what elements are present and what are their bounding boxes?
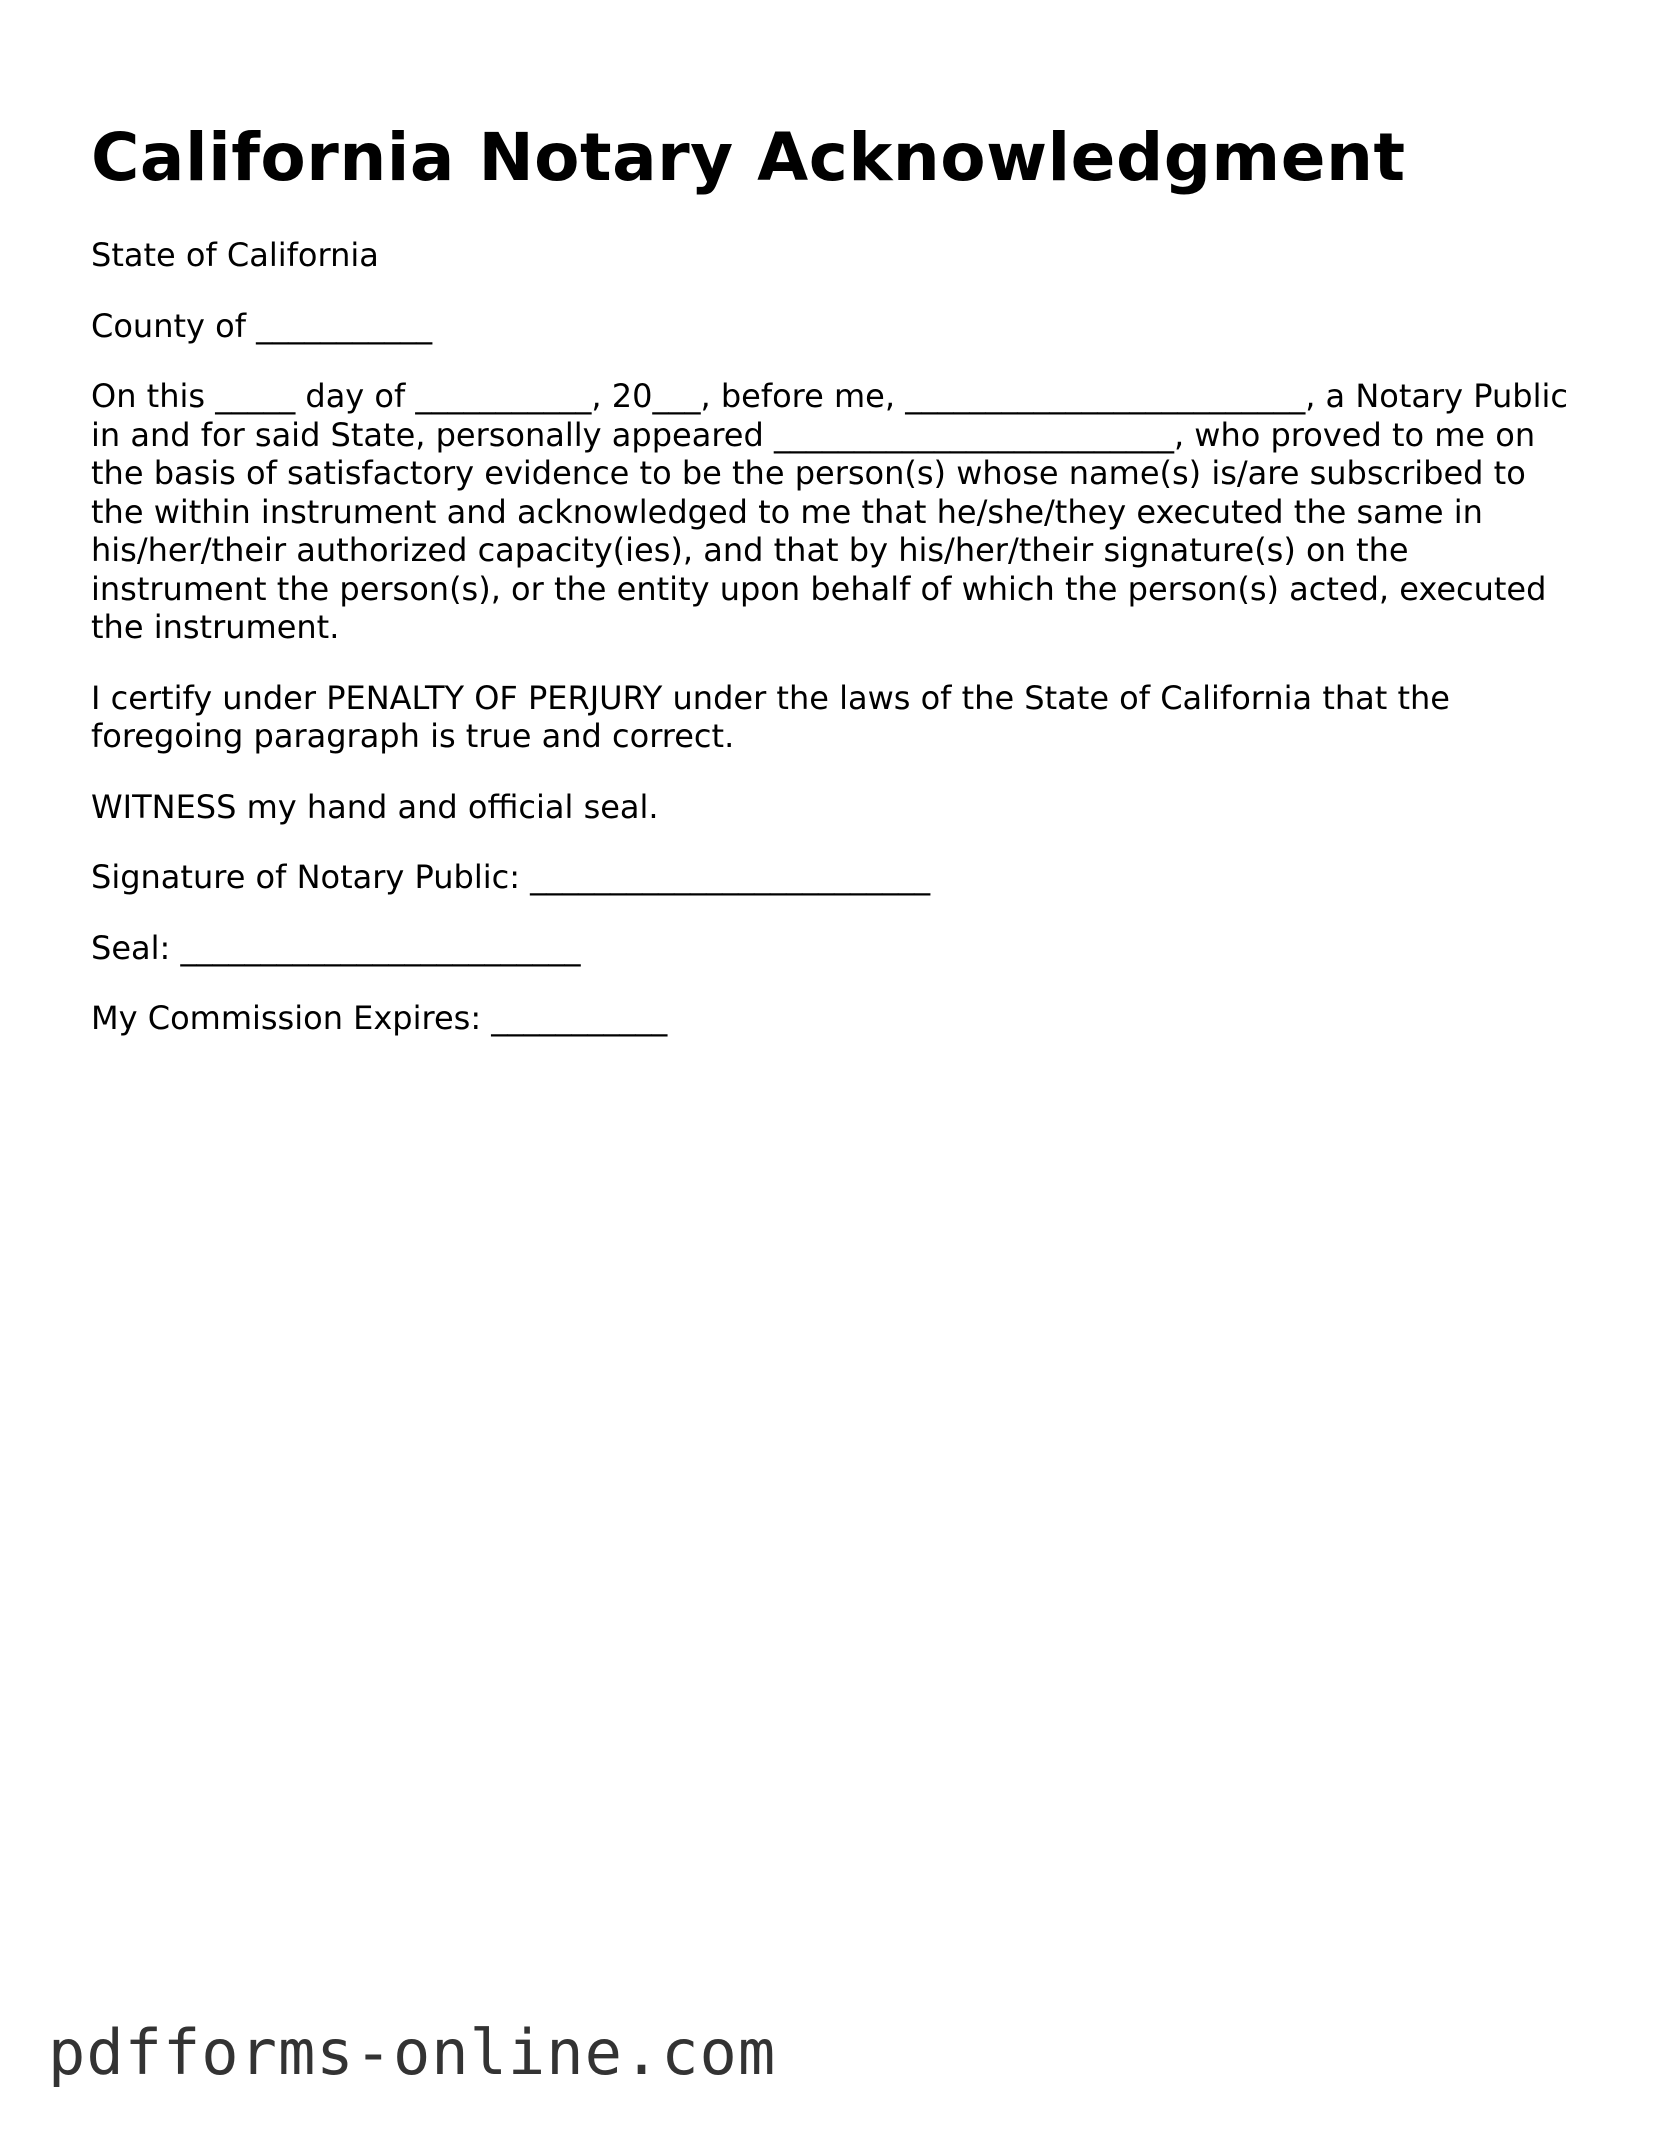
document-body [91, 118, 1579, 1038]
notary-signature-line: Signature of Notary Public: _________________________ [91, 858, 931, 896]
commission-expires-line: My Commission Expires: ___________ [91, 999, 668, 1037]
footer-watermark: pdfforms-online.com [48, 2016, 777, 2089]
certification-paragraph: I certify under PENALTY OF PERJURY under the laws of the State of California that the foregoing paragraph is true and correct. [91, 678, 1461, 755]
county-line: County of ___________ [91, 306, 433, 345]
document-title: California Notary Acknowledgment [91, 119, 1406, 196]
witness-line: WITNESS my hand and official seal. [91, 787, 659, 826]
acknowledgment-paragraph: On this _____ day of ___________, 20___, before me, _________________________, a Notary Public in and for said State, personally appeared _________________________, who proved to me on the basis of satisfactory evidence to be the person(s) whose name(s) is/are subscribed to the within instrument and acknowledged to me that he/she/they executed the same in his/her/their authorized capacity(ies), and that by his/her/their signature(s) on the instrument the person(s), or the entity upon behalf of which the person(s) acted, executed the instrument. [91, 377, 1579, 646]
state-line: State of California [91, 236, 379, 274]
seal-line: Seal: _________________________ [91, 928, 581, 967]
